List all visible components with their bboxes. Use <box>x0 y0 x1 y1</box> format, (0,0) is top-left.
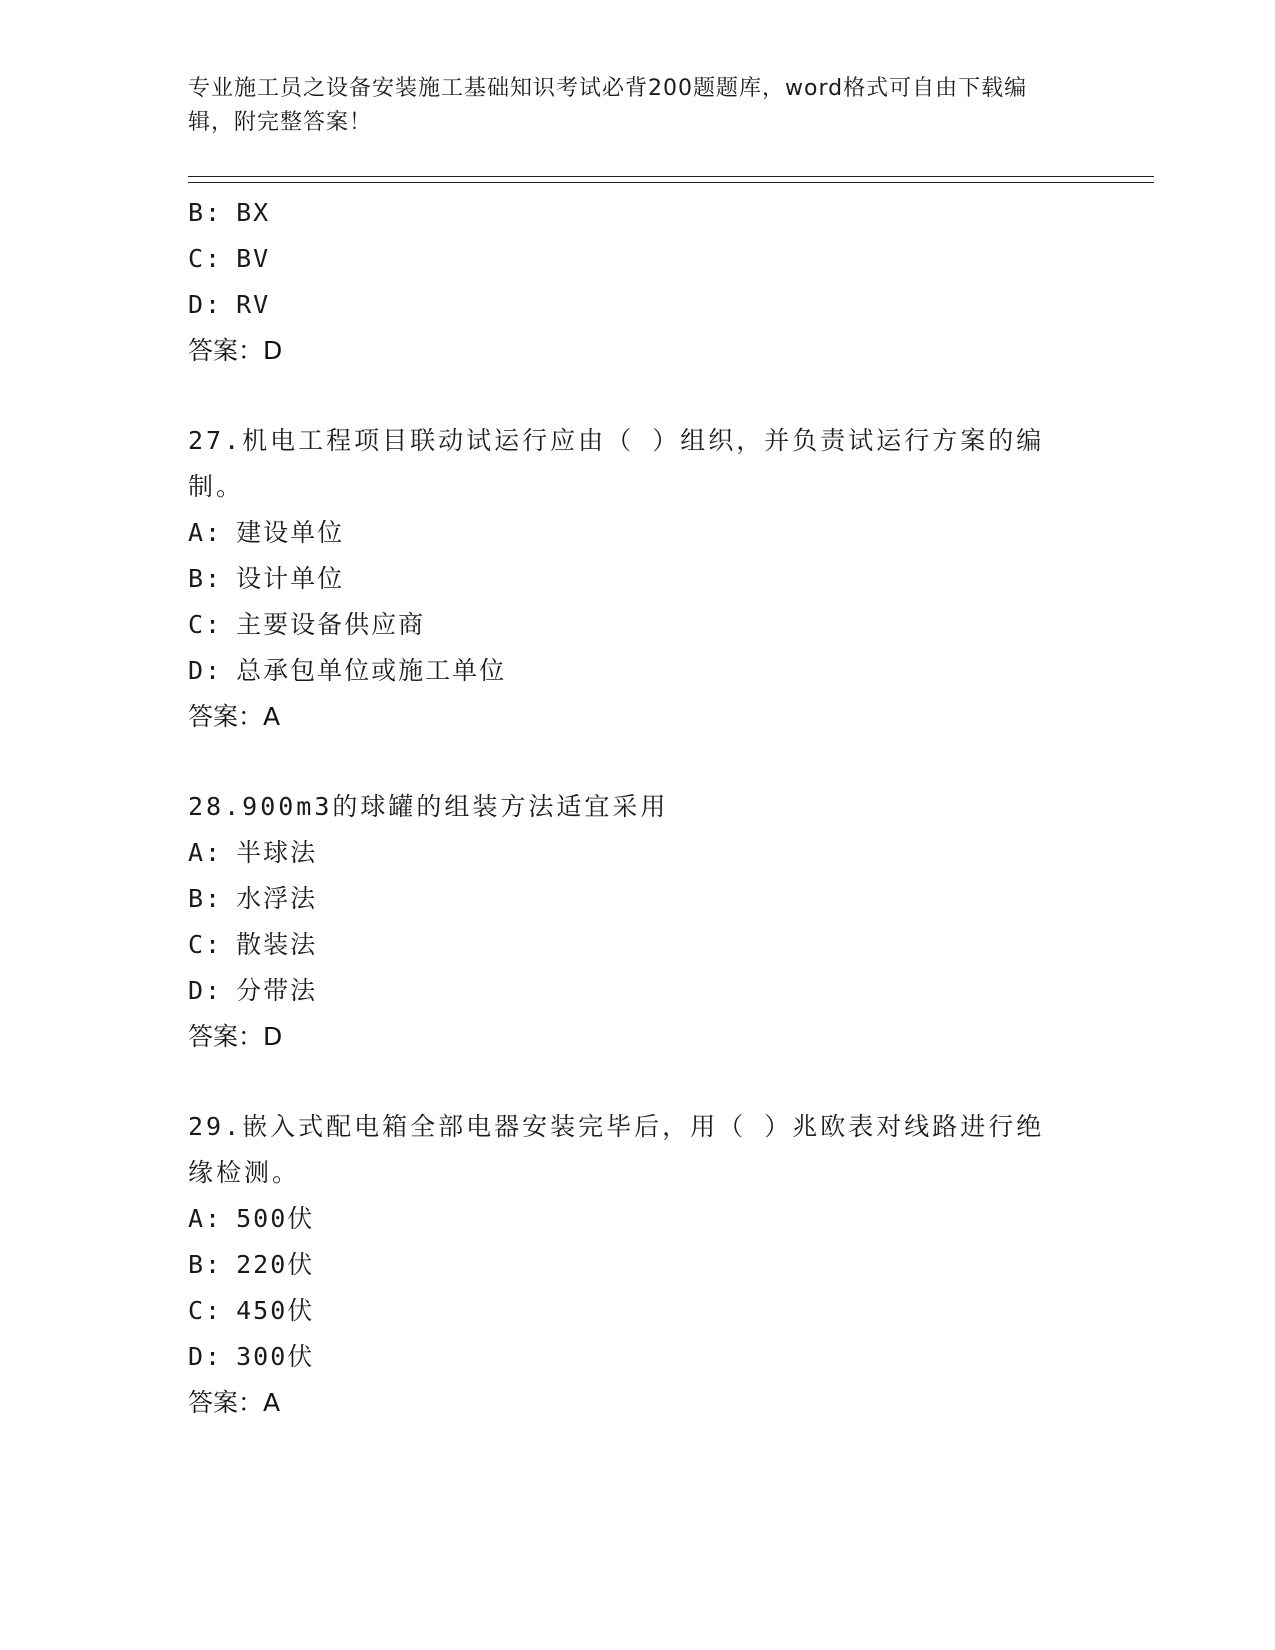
option-text: 500伏 <box>236 1204 315 1233</box>
option-a <box>188 1196 1068 1242</box>
answer-line: 答案：D <box>188 1022 283 1051</box>
option-text: 220伏 <box>236 1250 315 1279</box>
option-letter: A: <box>188 1204 223 1233</box>
question-28 <box>188 784 1068 1060</box>
question-29 <box>188 1104 1068 1426</box>
option-c <box>188 922 1068 968</box>
option-text: 散装法 <box>236 930 318 959</box>
option-text: BX <box>236 198 271 227</box>
option-c <box>188 236 1068 282</box>
option-d <box>188 648 1068 694</box>
option-text: BV <box>236 244 271 273</box>
option-letter: A: <box>188 518 223 547</box>
option-letter: B: <box>188 198 223 227</box>
option-c <box>188 1288 1068 1334</box>
option-b <box>188 876 1068 922</box>
option-text: 450伏 <box>236 1296 315 1325</box>
header-divider-bottom <box>188 182 1154 183</box>
option-text: RV <box>236 290 271 319</box>
option-d <box>188 282 1068 328</box>
question-text: 29.嵌入式配电箱全部电器安装完毕后，用（ ）兆欧表对线路进行绝缘检测。 <box>188 1112 1045 1187</box>
option-b <box>188 556 1068 602</box>
option-text: 建设单位 <box>236 518 345 547</box>
option-text: 设计单位 <box>236 564 345 593</box>
option-letter: B: <box>188 1250 223 1279</box>
option-text: 水浮法 <box>236 884 318 913</box>
option-letter: B: <box>188 884 223 913</box>
option-letter: D: <box>188 290 223 319</box>
option-text: 总承包单位或施工单位 <box>236 656 507 685</box>
option-text: 主要设备供应商 <box>236 610 426 639</box>
option-letter: C: <box>188 244 223 273</box>
option-text: 分带法 <box>236 976 318 1005</box>
option-letter: D: <box>188 1342 223 1371</box>
option-text: 半球法 <box>236 838 318 867</box>
option-letter: C: <box>188 1296 223 1325</box>
option-text: 300伏 <box>236 1342 315 1371</box>
option-a <box>188 830 1068 876</box>
option-letter: D: <box>188 976 223 1005</box>
question-text: 28.900m3的球罐的组装方法适宜采用 <box>188 792 669 821</box>
answer-line: 答案：D <box>188 336 283 365</box>
option-d <box>188 1334 1068 1380</box>
spacer <box>188 374 1068 418</box>
document-header-title: 专业施工员之设备安装施工基础知识考试必背200题题库，word格式可自由下载编辑，附完整答案！ <box>188 76 1028 135</box>
option-c <box>188 602 1068 648</box>
option-b <box>188 190 1068 236</box>
answer-line: 答案：A <box>188 702 281 731</box>
option-d <box>188 968 1068 1014</box>
spacer <box>188 740 1068 784</box>
answer-line: 答案：A <box>188 1388 281 1417</box>
question-27 <box>188 418 1068 740</box>
question-text: 27.机电工程项目联动试运行应由（ ）组织，并负责试运行方案的编制。 <box>188 426 1045 501</box>
option-letter: D: <box>188 656 223 685</box>
question-list <box>188 190 1068 1426</box>
option-b <box>188 1242 1068 1288</box>
option-letter: B: <box>188 564 223 593</box>
option-letter: C: <box>188 930 223 959</box>
spacer <box>188 1060 1068 1104</box>
header-divider-top <box>188 176 1154 177</box>
option-letter: C: <box>188 610 223 639</box>
question-26-tail <box>188 190 1068 374</box>
option-letter: A: <box>188 838 223 867</box>
option-a <box>188 510 1068 556</box>
